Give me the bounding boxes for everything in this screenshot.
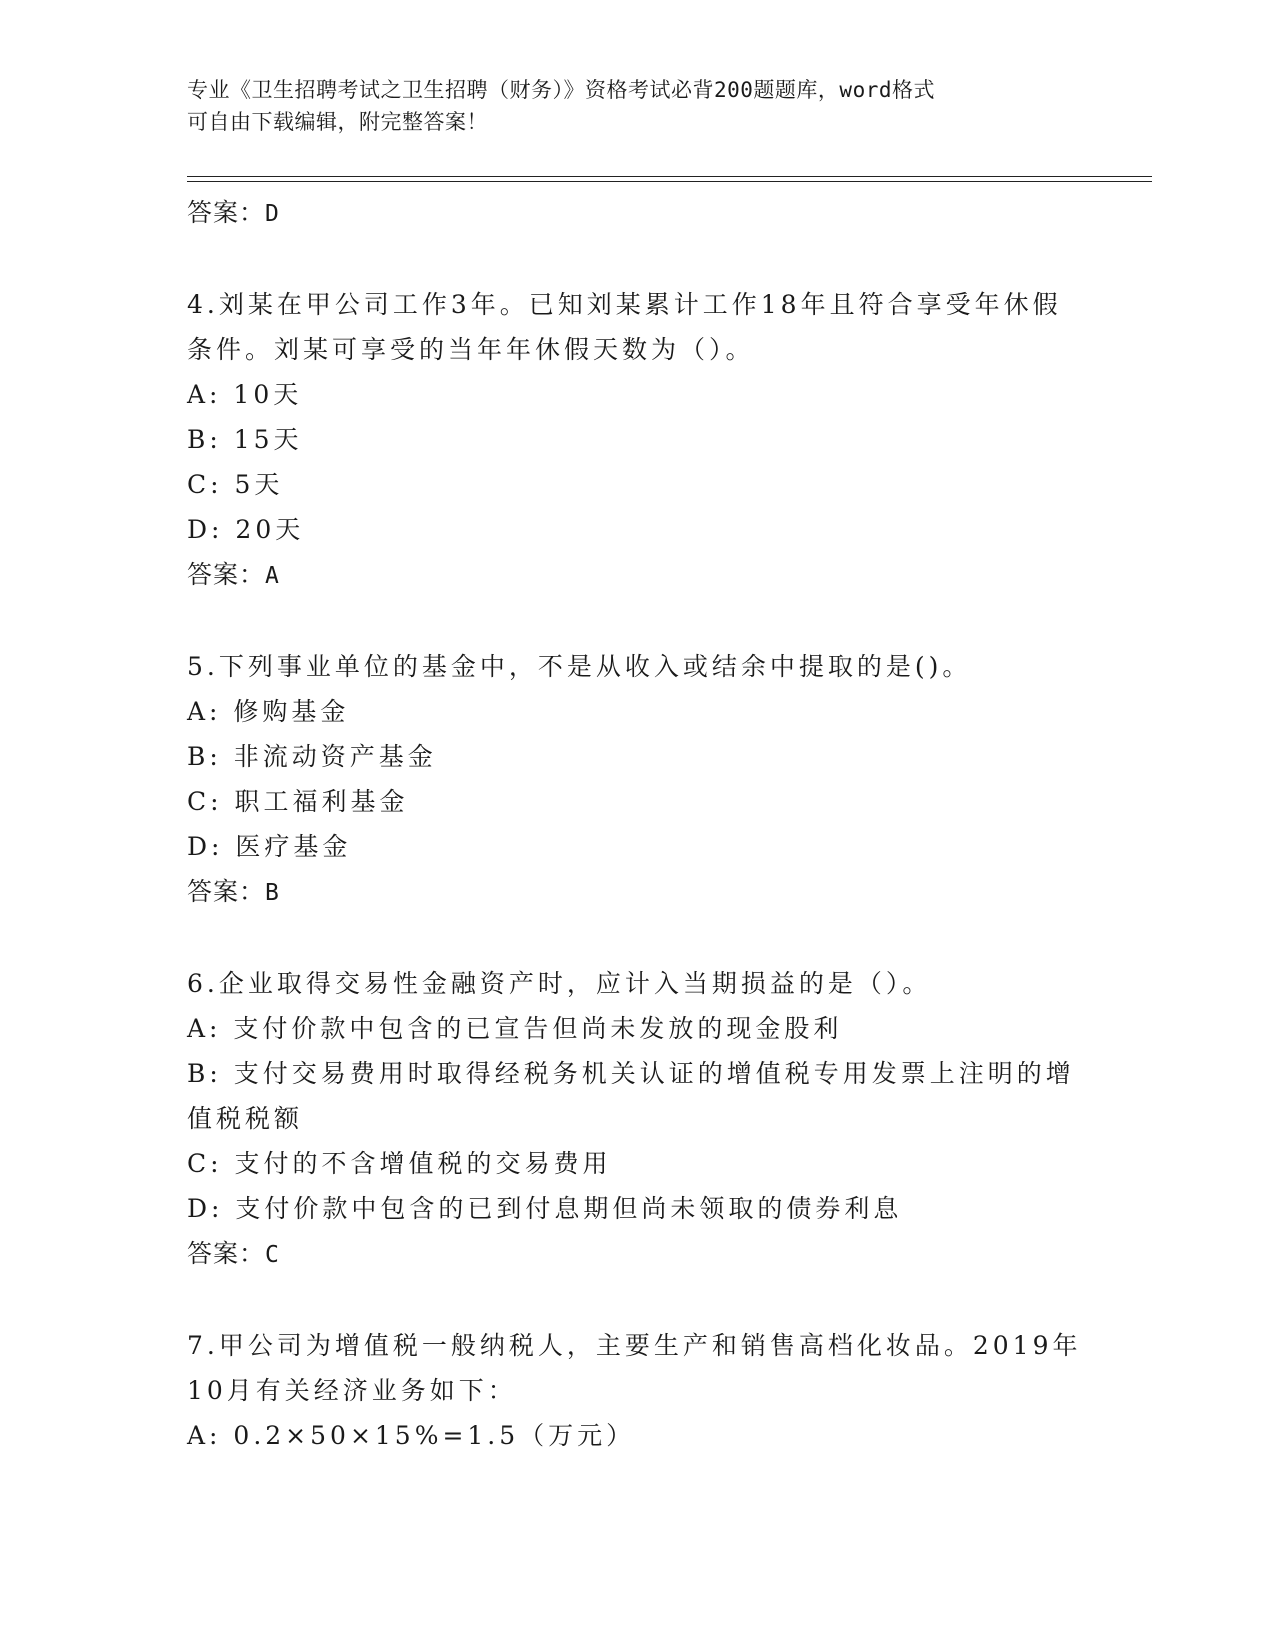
question-7: [187, 1323, 1087, 1458]
option-c: C: 5天: [187, 470, 284, 499]
answer-line: [187, 869, 1087, 915]
document-body: [187, 190, 1087, 1458]
option-a: A: 0.2×50×15%=1.5（万元）: [187, 1421, 636, 1450]
option-d: D: 医疗基金: [187, 832, 352, 861]
option-c: C: 支付的不含增值税的交易费用: [187, 1149, 612, 1178]
option-c: C: 职工福利基金: [187, 787, 409, 816]
answer-line: [187, 1231, 1087, 1277]
question-5: [187, 644, 1087, 915]
header-line-2: 可自由下载编辑，附完整答案！: [187, 110, 488, 134]
option-a: A: 修购基金: [187, 697, 350, 726]
spacer: [187, 1277, 1087, 1323]
spacer: [187, 598, 1087, 644]
header-rule-bottom: [187, 181, 1152, 182]
header-rule-top: [187, 176, 1152, 177]
document-header: [187, 74, 1067, 138]
option-a: A: 支付价款中包含的已宣告但尚未发放的现金股利: [187, 1014, 843, 1043]
answer-line: [187, 552, 1087, 598]
question-text: 6.企业取得交易性金融资产时，应计入当期损益的是（）。: [187, 969, 932, 998]
answer-value: C: [265, 1242, 280, 1268]
question-text: 10月有关经济业务如下：: [187, 1376, 517, 1405]
option-b: B: 非流动资产基金: [187, 742, 437, 771]
question-text: 4.刘某在甲公司工作3年。已知刘某累计工作18年且符合享受年休假: [187, 290, 1062, 319]
question-6: [187, 961, 1087, 1277]
answer-label: 答案：: [187, 560, 266, 589]
question-text: 条件。刘某可享受的当年年休假天数为（）。: [187, 335, 755, 364]
question-text: 5.下列事业单位的基金中，不是从收入或结余中提取的是()。: [187, 652, 972, 681]
option-b: B: 15天: [187, 425, 303, 454]
option-d: D: 20天: [187, 515, 305, 544]
answer-label: 答案：: [187, 1239, 266, 1268]
spacer: [187, 236, 1087, 282]
answer-value: B: [265, 880, 280, 906]
answer-label: 答案：: [187, 198, 266, 227]
option-a: A: 10天: [187, 380, 303, 409]
answer-label: 答案：: [187, 877, 266, 906]
answer-value: D: [265, 201, 280, 227]
answer-line: [187, 190, 1087, 236]
option-b-continued: 值税税额: [187, 1104, 304, 1133]
header-line-1: 专业《卫生招聘考试之卫生招聘（财务）》资格考试必背200题题库，word格式: [187, 78, 935, 102]
answer-value: A: [265, 563, 280, 589]
option-b: B: 支付交易费用时取得经税务机关认证的增值税专用发票上注明的增: [187, 1059, 1075, 1088]
question-text: 7.甲公司为增值税一般纳税人，主要生产和销售高档化妆品。2019年: [187, 1331, 1082, 1360]
question-4: [187, 282, 1087, 598]
spacer: [187, 915, 1087, 961]
option-d: D: 支付价款中包含的已到付息期但尚未领取的债券利息: [187, 1194, 903, 1223]
